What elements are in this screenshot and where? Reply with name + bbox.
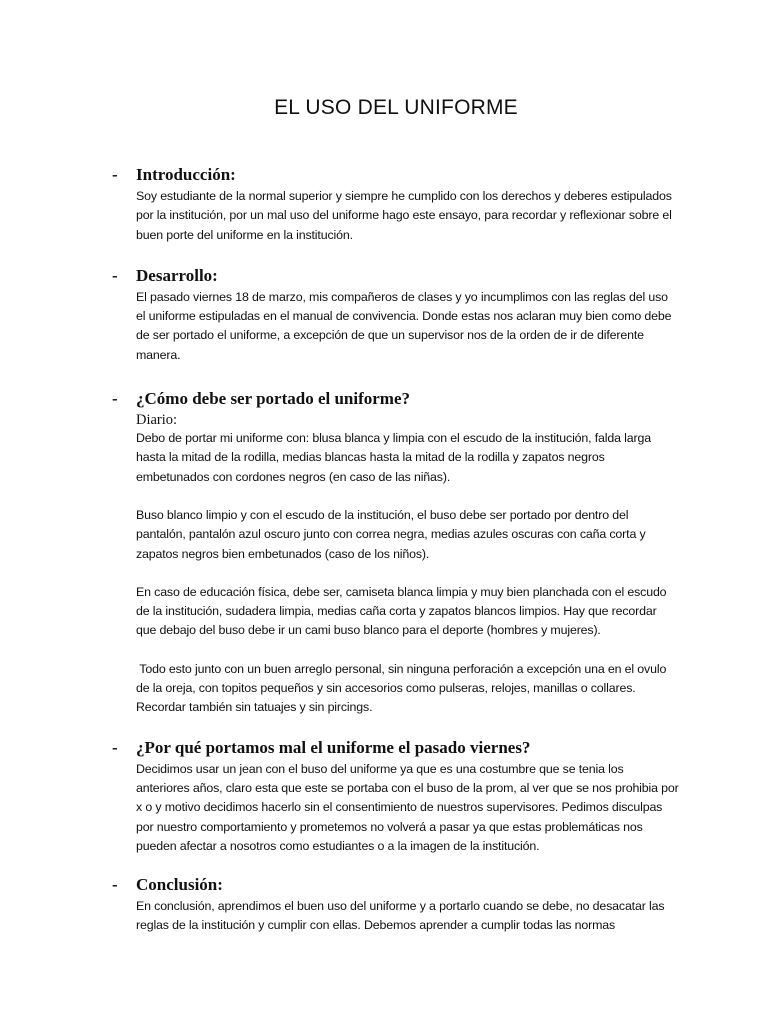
section-por-que [112, 738, 680, 856]
bullet-dash: - [112, 737, 118, 757]
paragraph: Decidimos usar un jean con el buso del uniforme ya que es una costumbre que se tenia los anteriores años, claro esta que este se portaba con el buso de la prom, al ver que se nos prohibia por x o y motivo decidimos hacerlo sin el consentimiento de nuestros supervisores. Pedimos disculpas por nuestro comportamiento y prometemos no volverá a pasar ya que estas problemáticas nos pueden afectar a nosotros como estudiantes o a la imagen de la institución. [136, 761, 679, 853]
paragraph: Buso blanco limpio y con el escudo de la institución, el buso debe ser portado por dentro del pantalón, pantalón azul oscuro junto con correa negra, medias azules oscuras con caña corta y zapatos negros bien embetunados (caso de los niños). [136, 507, 646, 561]
paragraph: En conclusión, aprendimos el buen uso del uniforme y a portarlo cuando se debe, no desacatar las reglas de la institución y cumplir con ellas. Debemos aprender a cumplir todas las normas [136, 899, 665, 933]
section-body [136, 429, 680, 718]
section-header [112, 266, 680, 288]
section-header [112, 389, 680, 411]
section-body [136, 187, 680, 245]
paragraph: Soy estudiante de la normal superior y siempre he cumplido con los derechos y deberes estipulados por la institución, por un mal uso del uniforme hago este ensayo, para recordar y reflexionar sobre el buen porte del uniforme en la institución. [136, 189, 672, 242]
section-heading: Conclusión: [136, 875, 223, 895]
section-heading: Introducción: [136, 165, 236, 184]
section-desarrollo [112, 266, 680, 365]
paragraph: Todo esto junto con un buen arreglo personal, sin ninguna perforación a excepción una en el ovulo de la oreja, con topitos pequeños y sin accesorios como pulseras, relojes, manillas o collares. Recordar también sin tatuajes y sin pircings. [136, 661, 670, 715]
section-body [136, 288, 680, 365]
paragraph: En caso de educación física, debe ser, camiseta blanca limpia y muy bien planchada con el escudo de la institución, sudadera limpia, medias caña corta y zapatos blancos limpios. Hay que recordar que debajo del buso debe ir un cami buso blanco para el deporte (hombres y mujeres). [136, 584, 667, 638]
paragraph: Debo de portar mi uniforme con: blusa blanca y limpia con el escudo de la institución, falda larga hasta la mitad de la rodilla, medias blancas hasta la mitad de la rodilla y zapatos negros embetunados con cordones negros (en caso de las niñas). [136, 431, 651, 484]
bullet-dash: - [112, 265, 118, 285]
section-heading: ¿Por qué portamos mal el uniforme el pasado viernes? [136, 737, 531, 757]
section-header [112, 165, 680, 187]
section-introduccion [112, 165, 680, 245]
document-title: EL USO DEL UNIFORME [274, 96, 518, 119]
section-heading: ¿Cómo debe ser portado el uniforme? [136, 389, 411, 409]
bullet-dash: - [112, 389, 118, 409]
section-subheading: Diario: [136, 412, 178, 429]
section-body [136, 897, 680, 936]
section-heading: Desarrollo: [136, 265, 218, 285]
bullet-dash: - [112, 875, 118, 895]
section-como-portar [112, 389, 680, 718]
section-conclusion [112, 875, 680, 936]
section-header [112, 875, 680, 897]
section-header [112, 738, 680, 760]
paragraph: El pasado viernes 18 de marzo, mis compañeros de clases y yo incumplimos con las reglas del uso el uniforme estipuladas en el manual de convivencia. Donde estas nos aclaran muy bien como debe de ser portado el uniforme, a excepción de que un supervisor nos de la orden de ir de diferente manera. [136, 289, 672, 362]
bullet-dash: - [112, 165, 118, 184]
section-body [136, 760, 680, 856]
